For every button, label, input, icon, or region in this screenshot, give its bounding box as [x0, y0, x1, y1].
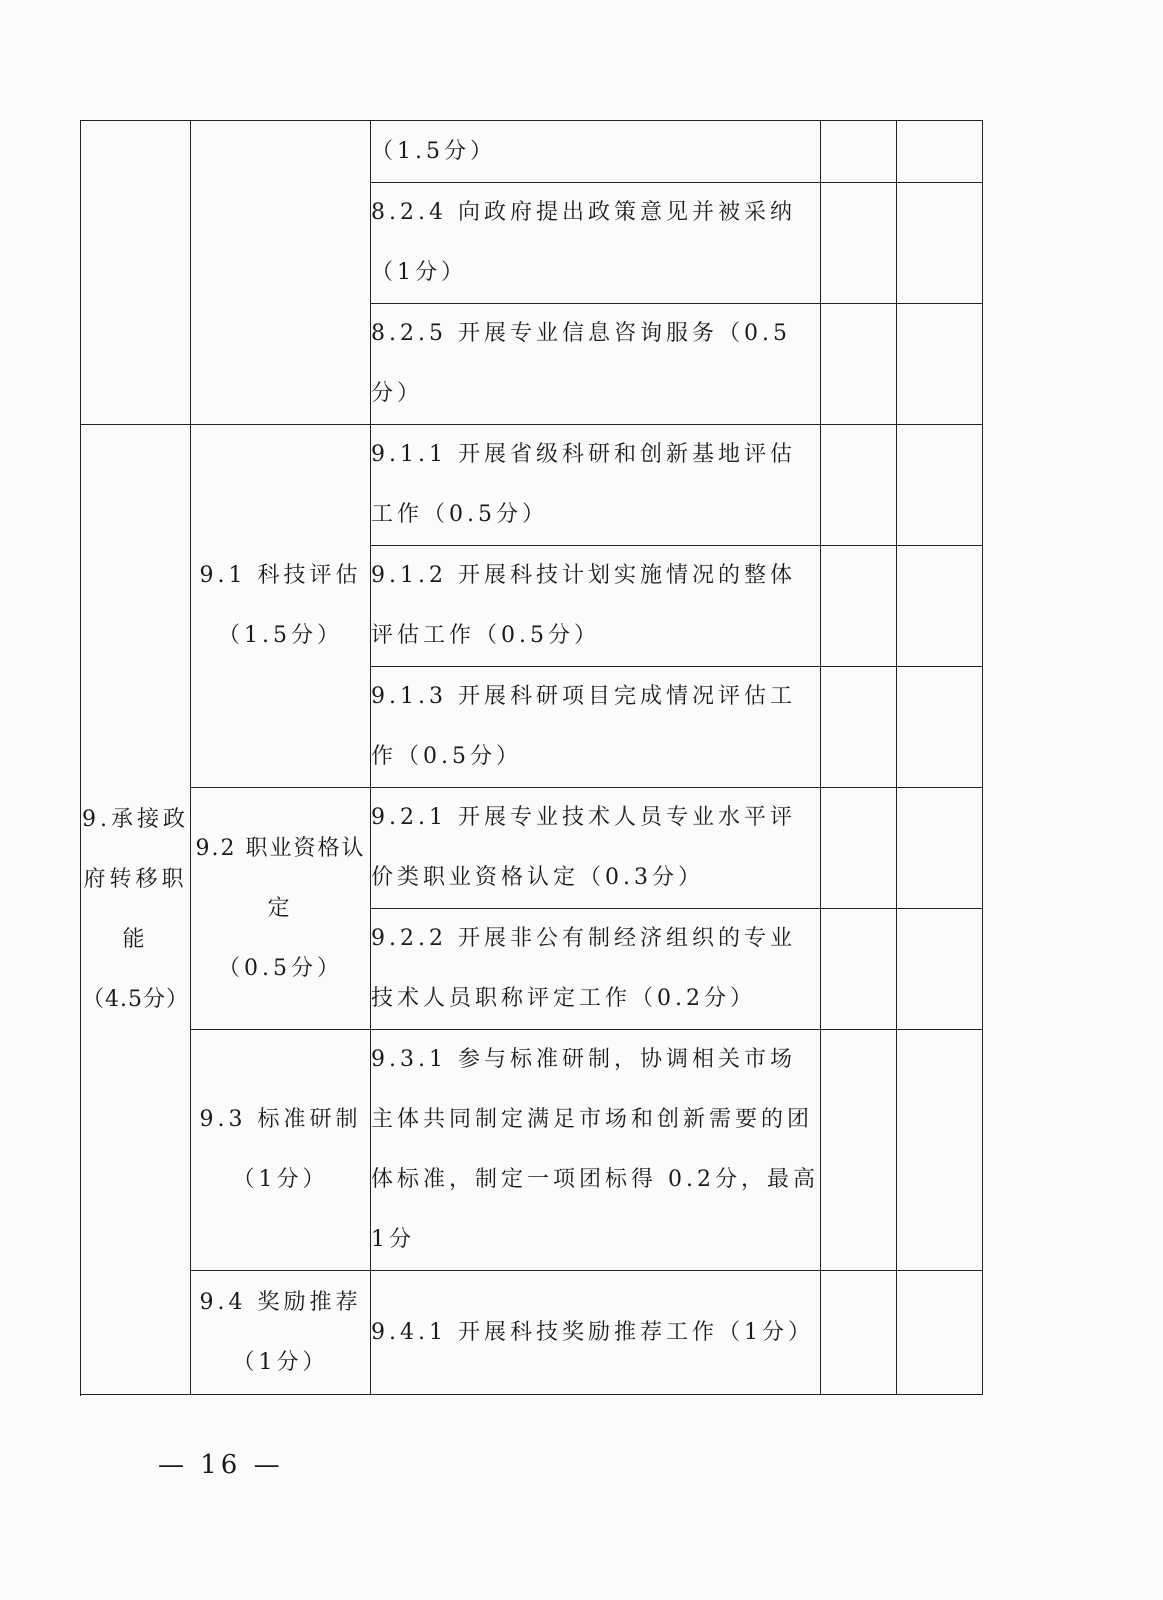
category-9-cell [81, 425, 191, 1395]
category-9-title-line-3: 能 [122, 926, 149, 952]
remark-cell [897, 183, 983, 304]
category-9-title-line-1: 9.承接政 [82, 806, 189, 832]
category-9-title-line-2: 府转移职 [83, 866, 188, 892]
table-row [81, 425, 983, 546]
score-cell [821, 788, 897, 909]
score-cell [821, 304, 897, 425]
subcategory-9-2-name: 9.2 职业资格认 [195, 835, 366, 861]
subcategory-9-2-name-cont: 定 [267, 895, 294, 921]
item-9-2-1: 9.2.1 开展专业技术人员专业水平评价类职业资格认定（0.3分） [371, 788, 821, 909]
item-8-2-3-continuation: （1.5分） [371, 121, 821, 183]
remark-cell [897, 121, 983, 183]
subcategory-9-3-score: （1分） [232, 1167, 329, 1192]
remark-cell [897, 909, 983, 1030]
subcategory-9-4-name: 9.4 奖励推荐 [199, 1289, 362, 1315]
remark-cell [897, 667, 983, 788]
subcategory-8-2-continuation-cell [191, 121, 371, 425]
item-9-2-2: 9.2.2 开展非公有制经济组织的专业技术人员职称评定工作（0.2分） [371, 909, 821, 1030]
remark-cell [897, 304, 983, 425]
item-9-1-2: 9.1.2 开展科技计划实施情况的整体评估工作（0.5分） [371, 546, 821, 667]
table-row [81, 1030, 983, 1271]
subcategory-9-2-cell [191, 788, 371, 1030]
subcategory-9-1-score: （1.5分） [218, 623, 343, 648]
score-cell [821, 121, 897, 183]
scoring-table [80, 120, 983, 1395]
item-9-4-1: 9.4.1 开展科技奖励推荐工作（1分） [371, 1271, 821, 1395]
score-cell [821, 183, 897, 304]
subcategory-9-3-cell [191, 1030, 371, 1271]
subcategory-9-1-cell [191, 425, 371, 788]
item-9-1-3: 9.1.3 开展科研项目完成情况评估工作（0.5分） [371, 667, 821, 788]
remark-cell [897, 546, 983, 667]
table-row [81, 121, 983, 183]
item-9-3-1: 9.3.1 参与标准研制，协调相关市场主体共同制定满足市场和创新需要的团体标准，制定一项团标得 0.2分，最高 1分 [371, 1030, 821, 1271]
remark-cell [897, 1030, 983, 1271]
table-row [81, 788, 983, 909]
table-row [81, 1271, 983, 1395]
page-number: — 16 — [158, 1450, 284, 1480]
subcategory-9-2-score: （0.5分） [218, 955, 343, 981]
subcategory-9-1-name: 9.1 科技评估 [199, 563, 362, 588]
score-cell [821, 1271, 897, 1395]
category-8-continuation-cell [81, 121, 191, 425]
item-9-1-1: 9.1.1 开展省级科研和创新基地评估工作（0.5分） [371, 425, 821, 546]
item-8-2-4: 8.2.4 向政府提出政策意见并被采纳（1分） [371, 183, 821, 304]
subcategory-9-3-name: 9.3 标准研制 [199, 1107, 362, 1132]
item-8-2-5: 8.2.5 开展专业信息咨询服务（0.5分） [371, 304, 821, 425]
remark-cell [897, 425, 983, 546]
score-cell [821, 1030, 897, 1271]
score-cell [821, 909, 897, 1030]
score-cell [821, 667, 897, 788]
subcategory-9-4-score: （1分） [232, 1349, 329, 1375]
category-9-score: （4.5分） [82, 986, 189, 1012]
subcategory-9-4-cell [191, 1271, 371, 1395]
score-cell [821, 425, 897, 546]
remark-cell [897, 1271, 983, 1395]
score-cell [821, 546, 897, 667]
remark-cell [897, 788, 983, 909]
